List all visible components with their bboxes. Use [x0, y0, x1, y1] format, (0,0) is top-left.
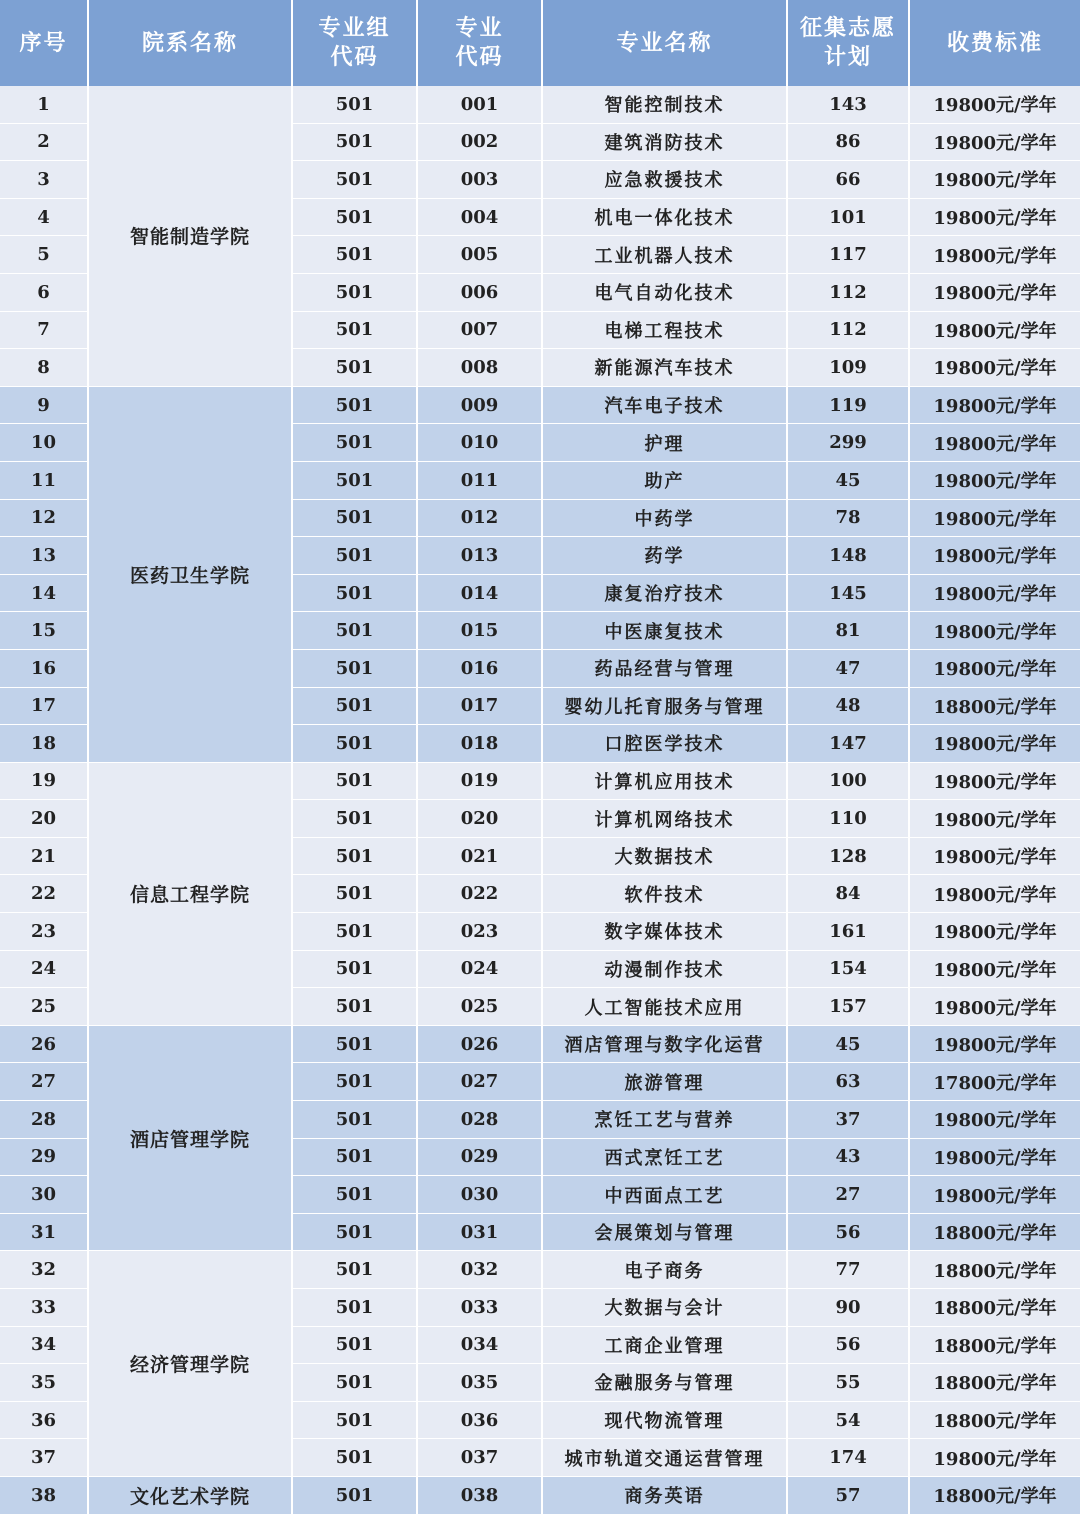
tuition: 19800元/学年 [909, 236, 1080, 274]
tuition: 19800元/学年 [909, 1138, 1080, 1176]
tuition: 19800元/学年 [909, 725, 1080, 763]
plan-count: 27 [787, 1176, 909, 1214]
major-code: 037 [417, 1439, 542, 1477]
row-index: 36 [0, 1401, 88, 1439]
plan-count: 90 [787, 1289, 909, 1327]
row-index: 14 [0, 574, 88, 612]
row-index: 20 [0, 800, 88, 838]
major-name: 西式烹饪工艺 [542, 1138, 787, 1176]
major-code: 023 [417, 913, 542, 951]
row-index: 28 [0, 1101, 88, 1139]
major-name: 大数据与会计 [542, 1289, 787, 1327]
tuition: 19800元/学年 [909, 950, 1080, 988]
row-index: 29 [0, 1138, 88, 1176]
row-index: 26 [0, 1025, 88, 1063]
tuition: 19800元/学年 [909, 913, 1080, 951]
row-index: 21 [0, 837, 88, 875]
tuition: 18800元/学年 [909, 1401, 1080, 1439]
major-code: 038 [417, 1476, 542, 1514]
plan-count: 43 [787, 1138, 909, 1176]
major-name: 动漫制作技术 [542, 950, 787, 988]
major-code: 010 [417, 424, 542, 462]
plan-count: 110 [787, 800, 909, 838]
major-name: 药品经营与管理 [542, 649, 787, 687]
row-index: 30 [0, 1176, 88, 1214]
row-index: 23 [0, 913, 88, 951]
tuition: 19800元/学年 [909, 612, 1080, 650]
table-row [0, 1025, 1080, 1063]
header-index: 序号 [0, 0, 88, 86]
major-code: 028 [417, 1101, 542, 1139]
row-index: 10 [0, 424, 88, 462]
row-index: 37 [0, 1439, 88, 1477]
row-index: 18 [0, 725, 88, 763]
group-code: 501 [292, 574, 417, 612]
plan-count: 109 [787, 349, 909, 387]
tuition: 19800元/学年 [909, 988, 1080, 1026]
group-code: 501 [292, 988, 417, 1026]
tuition: 18800元/学年 [909, 1326, 1080, 1364]
tuition: 19800元/学年 [909, 574, 1080, 612]
row-index: 17 [0, 687, 88, 725]
plan-count: 157 [787, 988, 909, 1026]
tuition: 19800元/学年 [909, 161, 1080, 199]
major-code: 034 [417, 1326, 542, 1364]
row-index: 27 [0, 1063, 88, 1101]
group-code: 501 [292, 1364, 417, 1402]
row-index: 32 [0, 1251, 88, 1289]
row-index: 15 [0, 612, 88, 650]
major-code: 020 [417, 800, 542, 838]
major-code: 027 [417, 1063, 542, 1101]
major-code: 017 [417, 687, 542, 725]
row-index: 38 [0, 1476, 88, 1514]
row-index: 8 [0, 349, 88, 387]
major-code: 032 [417, 1251, 542, 1289]
header-major-code: 专业 代码 [417, 0, 542, 86]
plan-count: 143 [787, 86, 909, 123]
major-name: 人工智能技术应用 [542, 988, 787, 1026]
major-name: 婴幼儿托育服务与管理 [542, 687, 787, 725]
plan-count: 63 [787, 1063, 909, 1101]
header-department: 院系名称 [88, 0, 292, 86]
plan-count: 56 [787, 1213, 909, 1251]
major-name: 工商企业管理 [542, 1326, 787, 1364]
major-code: 013 [417, 537, 542, 575]
table-row [0, 86, 1080, 123]
major-name: 大数据技术 [542, 837, 787, 875]
major-code: 007 [417, 311, 542, 349]
major-code: 001 [417, 86, 542, 123]
major-code: 014 [417, 574, 542, 612]
major-name: 现代物流管理 [542, 1401, 787, 1439]
header-major-name: 专业名称 [542, 0, 787, 86]
group-code: 501 [292, 1251, 417, 1289]
major-name: 汽车电子技术 [542, 386, 787, 424]
group-code: 501 [292, 1025, 417, 1063]
tuition: 19800元/学年 [909, 424, 1080, 462]
group-code: 501 [292, 198, 417, 236]
table-row [0, 386, 1080, 424]
row-index: 3 [0, 161, 88, 199]
plan-count: 55 [787, 1364, 909, 1402]
plan-count: 84 [787, 875, 909, 913]
row-index: 16 [0, 649, 88, 687]
row-index: 34 [0, 1326, 88, 1364]
major-code: 022 [417, 875, 542, 913]
group-code: 501 [292, 725, 417, 763]
plan-count: 100 [787, 762, 909, 800]
group-code: 501 [292, 123, 417, 161]
plan-count: 37 [787, 1101, 909, 1139]
tuition: 19800元/学年 [909, 1439, 1080, 1477]
group-code: 501 [292, 649, 417, 687]
major-code: 016 [417, 649, 542, 687]
major-name: 口腔医学技术 [542, 725, 787, 763]
row-index: 25 [0, 988, 88, 1026]
tuition: 19800元/学年 [909, 123, 1080, 161]
tuition: 19800元/学年 [909, 537, 1080, 575]
major-name: 会展策划与管理 [542, 1213, 787, 1251]
major-code: 031 [417, 1213, 542, 1251]
plan-count: 112 [787, 311, 909, 349]
plan-count: 77 [787, 1251, 909, 1289]
major-name: 烹饪工艺与营养 [542, 1101, 787, 1139]
row-index: 5 [0, 236, 88, 274]
major-name: 药学 [542, 537, 787, 575]
department-name: 医药卫生学院 [88, 386, 292, 762]
major-code: 009 [417, 386, 542, 424]
group-code: 501 [292, 499, 417, 537]
major-code: 008 [417, 349, 542, 387]
group-code: 501 [292, 386, 417, 424]
tuition: 19800元/学年 [909, 461, 1080, 499]
table-row [0, 1251, 1080, 1289]
major-name: 酒店管理与数字化运营 [542, 1025, 787, 1063]
major-code: 002 [417, 123, 542, 161]
tuition: 19800元/学年 [909, 1025, 1080, 1063]
major-code: 025 [417, 988, 542, 1026]
tuition: 18800元/学年 [909, 687, 1080, 725]
tuition: 19800元/学年 [909, 273, 1080, 311]
tuition: 18800元/学年 [909, 1476, 1080, 1514]
row-index: 19 [0, 762, 88, 800]
major-name: 中医康复技术 [542, 612, 787, 650]
tuition: 19800元/学年 [909, 837, 1080, 875]
row-index: 13 [0, 537, 88, 575]
major-name: 中西面点工艺 [542, 1176, 787, 1214]
plan-count: 148 [787, 537, 909, 575]
major-code: 033 [417, 1289, 542, 1327]
group-code: 501 [292, 461, 417, 499]
group-code: 501 [292, 161, 417, 199]
major-code: 029 [417, 1138, 542, 1176]
table-row [0, 762, 1080, 800]
major-code: 019 [417, 762, 542, 800]
plan-count: 117 [787, 236, 909, 274]
major-code: 004 [417, 198, 542, 236]
major-code: 035 [417, 1364, 542, 1402]
group-code: 501 [292, 273, 417, 311]
major-name: 新能源汽车技术 [542, 349, 787, 387]
major-code: 018 [417, 725, 542, 763]
row-index: 12 [0, 499, 88, 537]
major-code: 012 [417, 499, 542, 537]
major-name: 电子商务 [542, 1251, 787, 1289]
header-group-code: 专业组 代码 [292, 0, 417, 86]
plan-count: 112 [787, 273, 909, 311]
plan-count: 174 [787, 1439, 909, 1477]
major-name: 旅游管理 [542, 1063, 787, 1101]
tuition: 18800元/学年 [909, 1289, 1080, 1327]
row-index: 2 [0, 123, 88, 161]
major-name: 工业机器人技术 [542, 236, 787, 274]
major-name: 应急救援技术 [542, 161, 787, 199]
tuition: 18800元/学年 [909, 1213, 1080, 1251]
major-name: 数字媒体技术 [542, 913, 787, 951]
row-index: 31 [0, 1213, 88, 1251]
major-name: 建筑消防技术 [542, 123, 787, 161]
row-index: 24 [0, 950, 88, 988]
group-code: 501 [292, 762, 417, 800]
major-name: 计算机网络技术 [542, 800, 787, 838]
major-name: 商务英语 [542, 1476, 787, 1514]
major-name: 护理 [542, 424, 787, 462]
group-code: 501 [292, 1326, 417, 1364]
department-name: 酒店管理学院 [88, 1025, 292, 1251]
plan-count: 145 [787, 574, 909, 612]
group-code: 501 [292, 424, 417, 462]
plan-count: 47 [787, 649, 909, 687]
group-code: 501 [292, 236, 417, 274]
major-name: 软件技术 [542, 875, 787, 913]
plan-count: 45 [787, 1025, 909, 1063]
table-header-row [0, 0, 1080, 86]
plan-count: 78 [787, 499, 909, 537]
major-name: 中药学 [542, 499, 787, 537]
major-name: 电梯工程技术 [542, 311, 787, 349]
plan-count: 161 [787, 913, 909, 951]
group-code: 501 [292, 800, 417, 838]
row-index: 6 [0, 273, 88, 311]
major-code: 021 [417, 837, 542, 875]
tuition: 18800元/学年 [909, 1364, 1080, 1402]
plan-count: 119 [787, 386, 909, 424]
department-name: 信息工程学院 [88, 762, 292, 1025]
tuition: 19800元/学年 [909, 762, 1080, 800]
major-code: 005 [417, 236, 542, 274]
tuition: 19800元/学年 [909, 499, 1080, 537]
tuition: 18800元/学年 [909, 1251, 1080, 1289]
row-index: 11 [0, 461, 88, 499]
tuition: 19800元/学年 [909, 311, 1080, 349]
tuition: 19800元/学年 [909, 349, 1080, 387]
row-index: 1 [0, 86, 88, 123]
plan-count: 154 [787, 950, 909, 988]
group-code: 501 [292, 1101, 417, 1139]
plan-count: 45 [787, 461, 909, 499]
row-index: 35 [0, 1364, 88, 1402]
major-code: 030 [417, 1176, 542, 1214]
group-code: 501 [292, 1476, 417, 1514]
group-code: 501 [292, 86, 417, 123]
table-row [0, 1476, 1080, 1514]
major-name: 康复治疗技术 [542, 574, 787, 612]
plan-count: 56 [787, 1326, 909, 1364]
plan-count: 128 [787, 837, 909, 875]
major-code: 011 [417, 461, 542, 499]
major-code: 003 [417, 161, 542, 199]
group-code: 501 [292, 537, 417, 575]
tuition: 19800元/学年 [909, 800, 1080, 838]
tuition: 19800元/学年 [909, 1176, 1080, 1214]
major-name: 智能控制技术 [542, 86, 787, 123]
plan-count: 66 [787, 161, 909, 199]
group-code: 501 [292, 1401, 417, 1439]
row-index: 4 [0, 198, 88, 236]
row-index: 33 [0, 1289, 88, 1327]
group-code: 501 [292, 837, 417, 875]
major-code: 006 [417, 273, 542, 311]
major-code: 015 [417, 612, 542, 650]
major-name: 机电一体化技术 [542, 198, 787, 236]
group-code: 501 [292, 349, 417, 387]
header-plan-count: 征集志愿 计划 [787, 0, 909, 86]
plan-count: 48 [787, 687, 909, 725]
plan-count: 147 [787, 725, 909, 763]
major-name: 金融服务与管理 [542, 1364, 787, 1402]
group-code: 501 [292, 913, 417, 951]
department-name: 文化艺术学院 [88, 1476, 292, 1514]
group-code: 501 [292, 687, 417, 725]
group-code: 501 [292, 612, 417, 650]
header-tuition: 收费标准 [909, 0, 1080, 86]
major-name: 电气自动化技术 [542, 273, 787, 311]
major-code: 026 [417, 1025, 542, 1063]
group-code: 501 [292, 1176, 417, 1214]
tuition: 19800元/学年 [909, 1101, 1080, 1139]
tuition: 19800元/学年 [909, 875, 1080, 913]
row-index: 22 [0, 875, 88, 913]
group-code: 501 [292, 875, 417, 913]
group-code: 501 [292, 1439, 417, 1477]
tuition: 19800元/学年 [909, 386, 1080, 424]
plan-count: 81 [787, 612, 909, 650]
major-name: 助产 [542, 461, 787, 499]
group-code: 501 [292, 1213, 417, 1251]
group-code: 501 [292, 950, 417, 988]
department-name: 经济管理学院 [88, 1251, 292, 1477]
department-name: 智能制造学院 [88, 86, 292, 386]
major-code: 024 [417, 950, 542, 988]
row-index: 9 [0, 386, 88, 424]
tuition: 17800元/学年 [909, 1063, 1080, 1101]
plan-count: 57 [787, 1476, 909, 1514]
major-name: 城市轨道交通运营管理 [542, 1439, 787, 1477]
major-code: 036 [417, 1401, 542, 1439]
tuition: 19800元/学年 [909, 86, 1080, 123]
group-code: 501 [292, 311, 417, 349]
plan-count: 299 [787, 424, 909, 462]
plan-count: 54 [787, 1401, 909, 1439]
group-code: 501 [292, 1138, 417, 1176]
table-body [0, 86, 1080, 1514]
group-code: 501 [292, 1063, 417, 1101]
row-index: 7 [0, 311, 88, 349]
major-name: 计算机应用技术 [542, 762, 787, 800]
tuition: 19800元/学年 [909, 649, 1080, 687]
group-code: 501 [292, 1289, 417, 1327]
tuition: 19800元/学年 [909, 198, 1080, 236]
plan-count: 101 [787, 198, 909, 236]
plan-count: 86 [787, 123, 909, 161]
